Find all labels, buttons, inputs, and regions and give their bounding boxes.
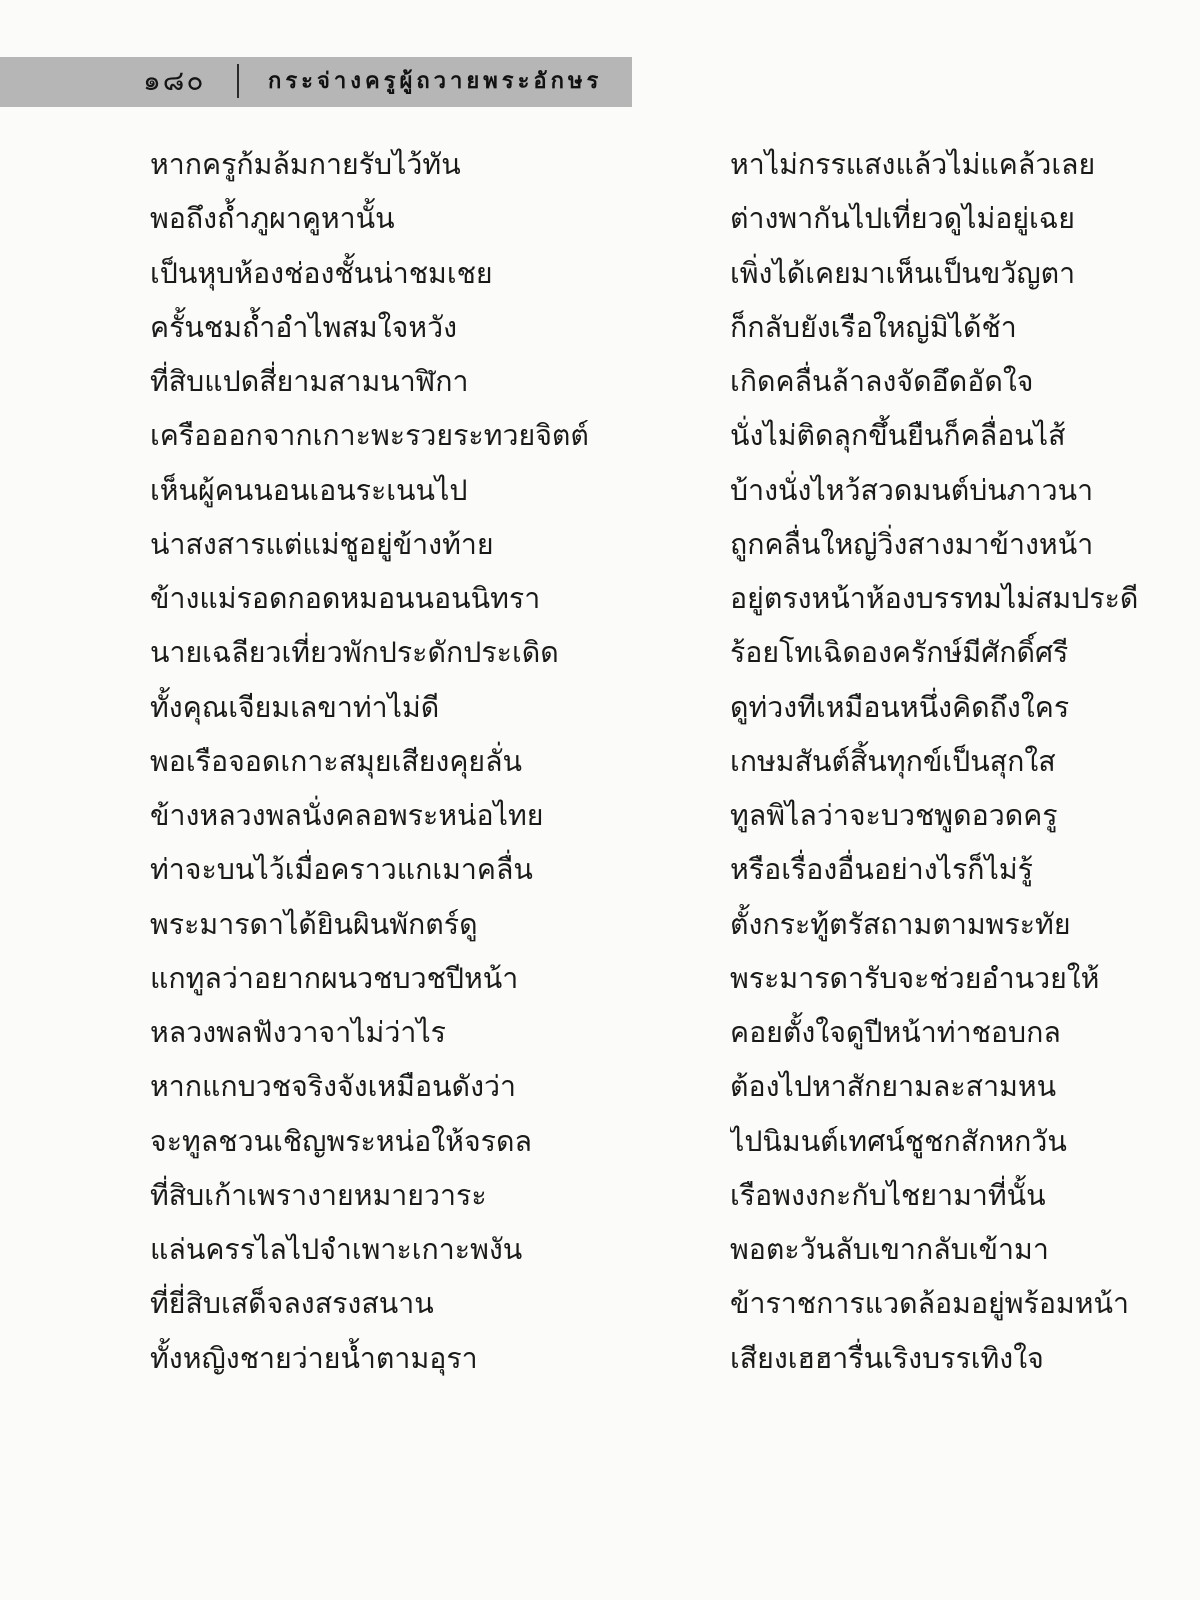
verse-line: แกทูลว่าอยากผนวชบวชปีหน้า — [150, 961, 519, 995]
verse-line: พอถึงถ้ำภูผาคูหานั้น — [150, 202, 395, 236]
verse-line: ก็กลับยังเรือใหญ่มิได้ช้า — [730, 310, 1017, 344]
verse-line: เป็นหุบห้องช่องชั้นน่าชมเชย — [150, 256, 493, 290]
verse-line: เรือพงงกะกับไชยามาที่นั้น — [730, 1178, 1046, 1212]
verse-line: หรือเรื่องอื่นอย่างไรก็ไม่รู้ — [730, 853, 1033, 887]
verse-line: ต่างพากันไปเที่ยวดูไม่อยู่เฉย — [730, 202, 1075, 236]
poem-left-column — [150, 138, 680, 1386]
verse-line: นายเฉลียวเที่ยวพักประดักประเดิด — [150, 636, 559, 670]
verse-line: เห็นผู้คนนอนเอนระเนนไป — [150, 473, 468, 507]
verse-line: คอยตั้งใจดูปีหน้าท่าชอบกล — [730, 1016, 1061, 1049]
verse-line: ร้อยโทเฉิดองครักษ์มีศักดิ์ศรี — [730, 636, 1069, 670]
verse-line: หาไม่กรรแสงแล้วไม่แคล้วเลย — [730, 148, 1096, 181]
verse-line: บ้างนั่งไหว้สวดมนต์บ่นภาวนา — [730, 473, 1094, 507]
header-divider — [237, 64, 239, 98]
verse-line: ที่ยี่สิบเสด็จลงสรงสนาน — [150, 1287, 434, 1321]
verse-line: ที่สิบเก้าเพรางายหมายวาระ — [150, 1178, 487, 1212]
verse-line: หากครูก้มล้มกายรับไว้ทัน — [150, 148, 461, 181]
poem-right-column — [730, 138, 1150, 1386]
verse-line: ข้างหลวงพลนั่งคลอพระหน่อไทย — [150, 799, 544, 832]
verse-line: อยู่ตรงหน้าห้องบรรทมไม่สมประดี — [730, 582, 1139, 615]
verse-line: พระมารดาได้ยินผินพักตร์ดู — [150, 907, 478, 941]
verse-line: ถูกคลื่นใหญ่วิ่งสางมาข้างหน้า — [730, 527, 1094, 561]
book-title: กระจ่างครูผู้ถวายพระอักษร — [268, 69, 603, 94]
verse-line: นั่งไม่ติดลุกขึ้นยืนก็คลื่อนไส้ — [730, 419, 1066, 453]
verse-line: ท่าจะบนไว้เมื่อคราวแกเมาคลื่น — [150, 853, 533, 887]
verse-line: ข้าราชการแวดล้อมอยู่พร้อมหน้า — [730, 1287, 1130, 1321]
verse-line: ข้างแม่รอดกอดหมอนนอนนิทรา — [150, 582, 541, 615]
verse-line: พอเรือจอดเกาะสมุยเสียงคุยลั่น — [150, 744, 523, 778]
verse-line: เพิ่งได้เคยมาเห็นเป็นขวัญตา — [730, 256, 1076, 290]
verse-line: หากแกบวชจริงจังเหมือนดังว่า — [150, 1070, 516, 1104]
verse-line: น่าสงสารแต่แม่ชูอยู่ข้างท้าย — [150, 527, 494, 561]
verse-line: ทั้งหญิงชายว่ายน้ำตามอุรา — [150, 1341, 478, 1375]
verse-line: หลวงพลฟังวาจาไม่ว่าไร — [150, 1016, 446, 1049]
verse-line: เครือออกจากเกาะพะรวยระทวยจิตต์ — [150, 419, 589, 453]
verse-line: จะทูลชวนเชิญพระหน่อให้จรดล — [150, 1124, 532, 1158]
verse-line: ทูลพิไลว่าจะบวชพูดอวดครู — [730, 799, 1058, 832]
verse-line: พอตะวันลับเขากลับเข้ามา — [730, 1233, 1049, 1266]
verse-line: เกษมสันต์สิ้นทุกข์เป็นสุกใส — [730, 744, 1056, 778]
verse-line: ตั้งกระทู้ตรัสถามตามพระทัย — [730, 907, 1071, 941]
page-number: ๑๘๐ — [143, 64, 206, 97]
verse-line: พระมารดารับจะช่วยอำนวยให้ — [730, 961, 1100, 995]
verse-line: ไปนิมนต์เทศน์ชูชกสักหกวัน — [730, 1124, 1067, 1158]
verse-line: ที่สิบแปดสี่ยามสามนาฬิกา — [150, 365, 469, 398]
verse-line: ต้องไปหาสักยามละสามหน — [730, 1070, 1057, 1104]
verse-line: เกิดคลื่นล้าลงจัดอึดอัดใจ — [730, 365, 1034, 398]
verse-line: ครั้นชมถ้ำอำไพสมใจหวัง — [150, 310, 457, 344]
verse-line: ทั้งคุณเจียมเลขาท่าไม่ดี — [150, 690, 440, 724]
verse-line: แล่นครรไลไปจำเพาะเกาะพงัน — [150, 1233, 523, 1266]
verse-line: ดูท่วงทีเหมือนหนึ่งคิดถึงใคร — [730, 690, 1070, 724]
verse-line: เสียงเฮฮารื่นเริงบรรเทิงใจ — [730, 1341, 1044, 1375]
